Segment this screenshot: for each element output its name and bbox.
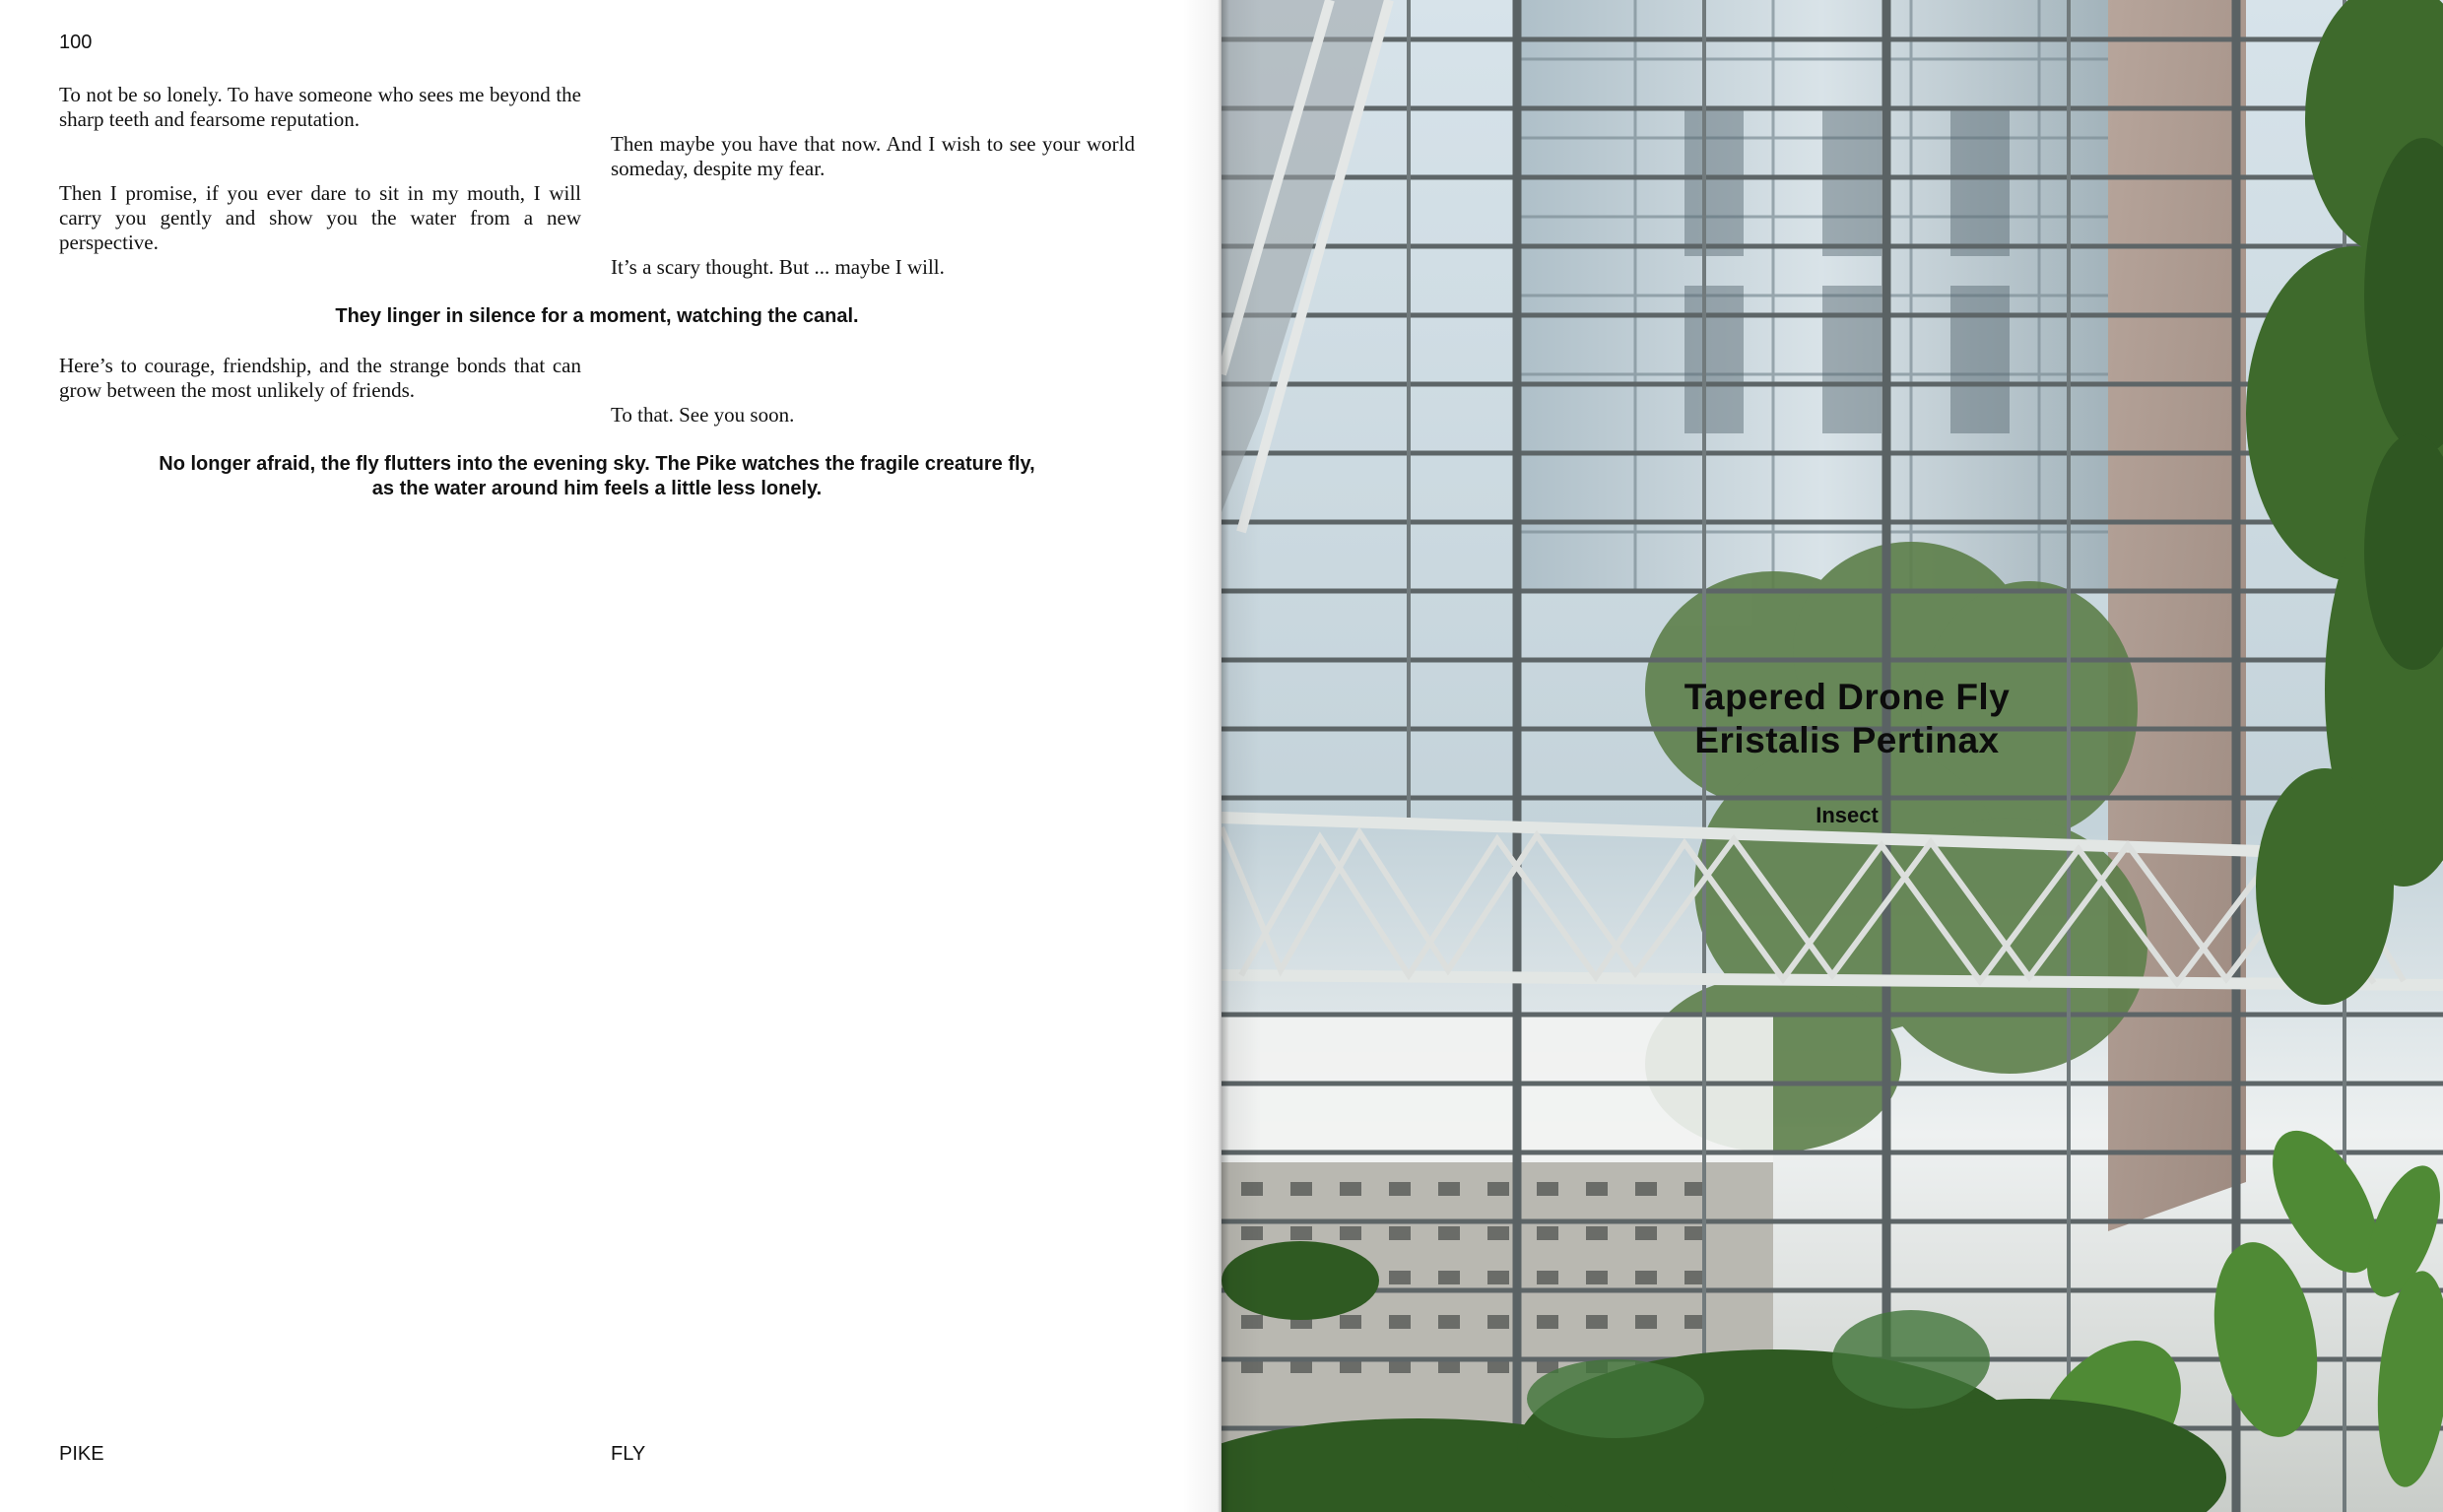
dialogue-fly-3: To that. See you soon. xyxy=(611,403,795,427)
dialogue-fly-2: It’s a scary thought. But ... maybe I will. xyxy=(611,255,945,279)
stage-direction-2-line-1: No longer afraid, the fly flutters into the evening sky. The Pike watches the fragile creature fly, xyxy=(159,453,1035,475)
footer-label-pike: PIKE xyxy=(59,1443,104,1465)
stage-direction-1: They linger in silence for a moment, watching the canal. xyxy=(335,305,859,327)
species-class-label: Insect xyxy=(1816,803,1879,827)
dialogue-fly-1: Then maybe you have that now. And I wish to see your world someday, despite my fear. xyxy=(611,132,1135,180)
page-number: 100 xyxy=(59,32,93,53)
stage-direction-2 xyxy=(59,452,1135,501)
species-latin-name: Eristalis Pertinax xyxy=(1694,720,2000,760)
stage-direction-2-line-2: as the water around him feels a little less lonely. xyxy=(371,478,823,499)
footer-label-fly: FLY xyxy=(611,1443,646,1465)
dialogue-pike-3: Here’s to courage, friendship, and the strange bonds that can grow between the most unlikely of friends. xyxy=(59,354,581,402)
species-common-name: Tapered Drone Fly xyxy=(1684,677,2011,717)
dialogue-pike-2: Then I promise, if you ever dare to sit in my mouth, I will carry you gently and show you the water from a new perspective. xyxy=(59,181,581,254)
dialogue-pike-1: To not be so lonely. To have someone who sees me beyond the sharp teeth and fearsome reputation. xyxy=(59,83,581,131)
